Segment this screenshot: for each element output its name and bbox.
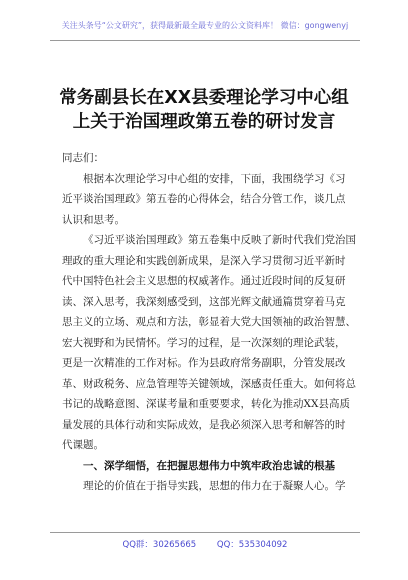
paragraph-line: 读、深入思考，我深刻感受到，这部光辉文献通篇贯穿着马克 [62, 295, 346, 308]
paragraph-line: 理政的重大理论和实践创新成果，是深入学习贯彻习近平新时 [62, 254, 346, 267]
header-divider [50, 40, 360, 41]
paragraph-line: 理论的价值在于指导实践，思想的伟力在于凝聚人心。学 [83, 480, 346, 492]
header-notice: 关注头条号“公文研究”，获得最新最全最专业的公文资料库！ 微信：gongwenyj [61, 21, 349, 30]
paragraph-line: 革、财政税务、应急管理等关键领域，深感责任重大。如何将总 [62, 377, 356, 390]
paragraph-line: 近平谈治国理政》第五卷的心得体会，结合分管工作，谈几点 [62, 193, 346, 205]
paragraph-line: 代中国特色社会主义思想的权威著作。通过近段时间的反复研 [62, 275, 346, 287]
section-heading-1: 一、深学细悟，在把握思想伟力中筑牢政治忠诚的根基 [83, 459, 335, 472]
footer-divider [50, 532, 360, 533]
document-title [40, 86, 368, 134]
paragraph-line: 思主义的立场、观点和方法，彰显着大党大国领袖的政治智慧、 [62, 316, 356, 328]
title-line-1: 常务副县长在XX县委理论学习中心组 [59, 88, 349, 108]
paragraph-2 [62, 230, 356, 456]
qq-number: QQ：535304092 [216, 540, 288, 550]
document-body [62, 148, 356, 497]
paragraph-line: 量发展的具体行动和实际成效，是我必须深入思考和解答的时 [62, 418, 346, 431]
paragraph-1 [62, 169, 356, 231]
paragraph-line: 根据本次理论学习中心组的安排，下面，我围绕学习《习 [83, 172, 346, 185]
qq-group-number: QQ群：30265665 [122, 540, 197, 550]
paragraph-3 [62, 476, 356, 497]
paragraph-line: 认识和思考。 [62, 213, 125, 226]
title-line-2: 上关于治国理政第五卷的研讨发言 [72, 112, 336, 132]
paragraph-line: 更是一次精准的工作对标。作为县政府常务副职，分管发展改 [62, 357, 346, 369]
salutation: 同志们： [62, 152, 104, 164]
paragraph-line: 书记的战略意图、深谋考量和重要要求，转化为推动XX县高质 [62, 398, 350, 410]
paragraph-line: 宏大视野和为民情怀。学习的过程，是一次深刻的理论武装， [62, 336, 346, 349]
footer-contacts [50, 538, 360, 550]
paragraph-line: 《习近平谈治国理政》第五卷集中反映了新时代我们党治国 [83, 234, 356, 246]
paragraph-line: 代课题。 [62, 439, 104, 451]
